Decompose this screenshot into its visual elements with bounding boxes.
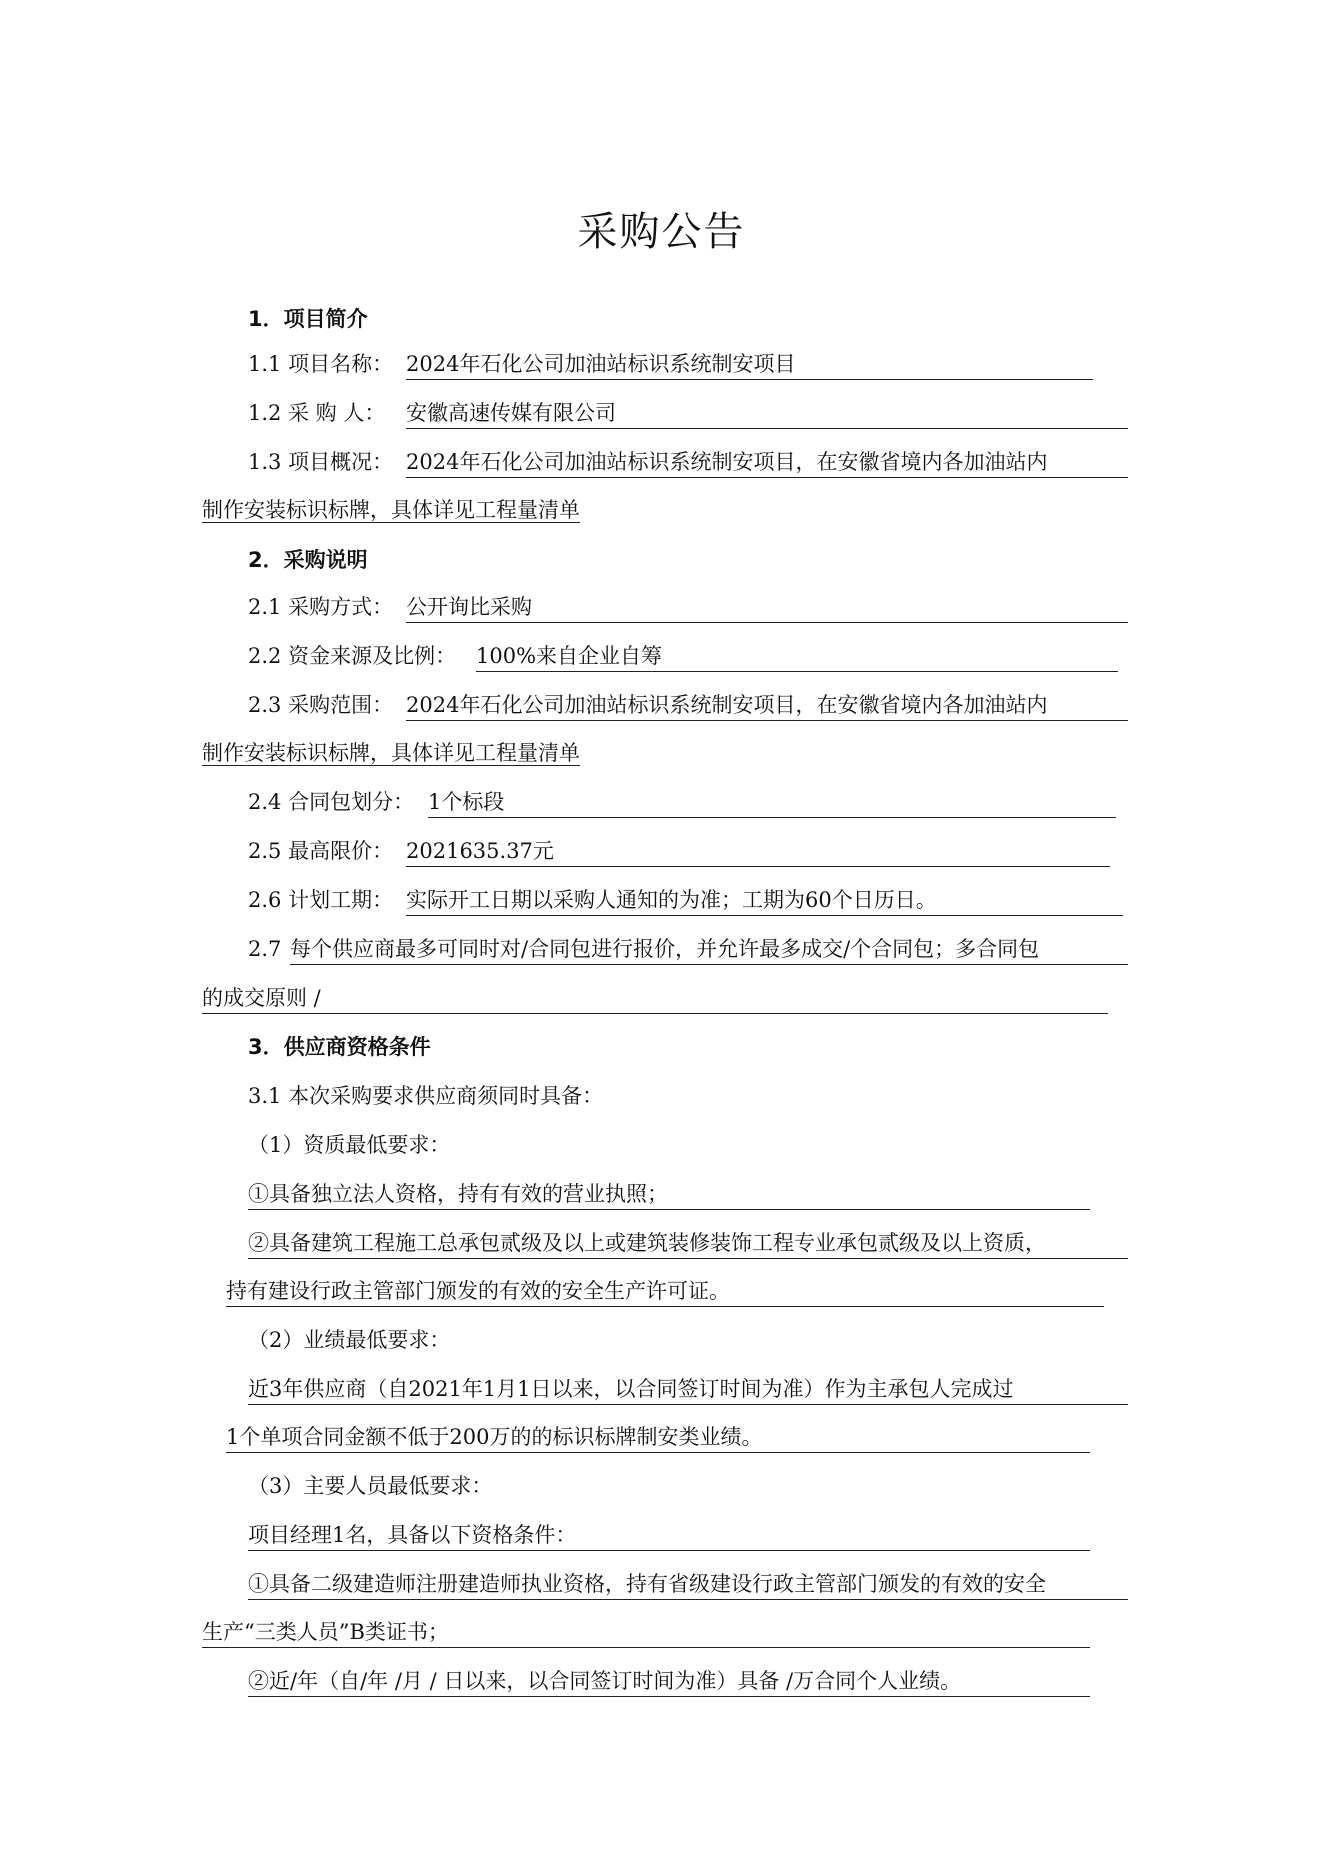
staff-item-1-line-1: ①具备二级建造师注册建造师执业资格，持有省级建设行政主管部门颁发的有效的安全 [248, 1567, 1128, 1600]
staff-item-2: ②近/年（自/年 /月 / 日以来，以合同签订时间为准）具备 /万合同个人业绩。 [248, 1664, 1090, 1697]
overview-row-cont [202, 493, 580, 527]
fund-label: 2.2 资金来源及比例： [248, 644, 457, 668]
section-1-heading: 1．项目简介 [248, 307, 368, 331]
package-label: 2.4 合同包划分： [248, 790, 415, 814]
scope-row-cont [202, 736, 580, 770]
fund-row [248, 639, 1118, 673]
staff-item-1-line-2: 生产“三类人员”B类证书； [202, 1615, 1090, 1648]
scope-line-2: 制作安装标识标牌，具体详见工程量清单 [202, 741, 580, 765]
scope-row [248, 688, 1128, 722]
overview-line-1: 2024年石化公司加油站标识系统制安项目，在安徽省境内各加油站内 [406, 445, 1128, 478]
qualification-item-2-line-2: 持有建设行政主管部门颁发的有效的安全生产许可证。 [226, 1274, 1104, 1307]
project-name-row [248, 347, 1093, 381]
package-row [248, 785, 1116, 819]
scope-label: 2.3 采购范围： [248, 693, 394, 717]
method-row [248, 590, 1128, 624]
performance-heading: （2）业绩最低要求： [248, 1328, 451, 1352]
rule-label: 2.7 [248, 937, 282, 961]
overview-row [248, 445, 1128, 479]
package-value: 1个标段 [428, 785, 1116, 818]
buyer-value: 安徽高速传媒有限公司 [406, 396, 1128, 429]
section-2-heading: 2．采购说明 [248, 548, 368, 572]
period-value: 实际开工日期以采购人通知的为准；工期为60个日历日。 [406, 883, 1123, 916]
rule-line-1: 每个供应商最多可同时对/合同包进行报价，并允许最多成交/个合同包；多合同包 [290, 932, 1128, 965]
overview-label: 1.3 项目概况： [248, 450, 394, 474]
fund-value: 100%来自企业自筹 [476, 639, 1118, 672]
price-value: 2021635.37元 [406, 834, 1110, 867]
staff-intro: 项目经理1名，具备以下资格条件： [248, 1518, 1090, 1551]
qualification-intro: 3.1 本次采购要求供应商须同时具备： [248, 1084, 604, 1108]
qualification-item-1: ①具备独立法人资格，持有有效的营业执照； [248, 1177, 1090, 1210]
document-title: 采购公告 [577, 209, 746, 255]
overview-line-2: 制作安装标识标牌，具体详见工程量清单 [202, 498, 580, 522]
qualification-heading: （1）资质最低要求： [248, 1133, 451, 1157]
price-row [248, 834, 1110, 868]
method-value: 公开询比采购 [406, 590, 1128, 623]
price-label: 2.5 最高限价： [248, 839, 394, 863]
section-3-heading: 3．供应商资格条件 [248, 1035, 431, 1059]
project-name-value: 2024年石化公司加油站标识系统制安项目 [406, 347, 1093, 380]
staff-heading: （3）主要人员最低要求： [248, 1474, 493, 1498]
period-row [248, 883, 1123, 917]
project-name-label: 1.1 项目名称： [248, 352, 394, 376]
period-label: 2.6 计划工期： [248, 888, 394, 912]
scope-line-1: 2024年石化公司加油站标识系统制安项目，在安徽省境内各加油站内 [406, 688, 1128, 721]
rule-row [248, 932, 1128, 966]
buyer-row [248, 396, 1128, 430]
performance-line-2: 1个单项合同金额不低于200万的的标识标牌制安类业绩。 [226, 1420, 1090, 1453]
qualification-item-2-line-1: ②具备建筑工程施工总承包贰级及以上或建筑装修装饰工程专业承包贰级及以上资质， [248, 1226, 1128, 1259]
performance-line-1: 近3年供应商（自2021年1月1日以来，以合同签订时间为准）作为主承包人完成过 [248, 1372, 1128, 1405]
rule-line-2: 的成交原则 / [202, 981, 1108, 1014]
method-label: 2.1 采购方式： [248, 595, 394, 619]
buyer-label: 1.2 采 购 人： [248, 401, 386, 425]
